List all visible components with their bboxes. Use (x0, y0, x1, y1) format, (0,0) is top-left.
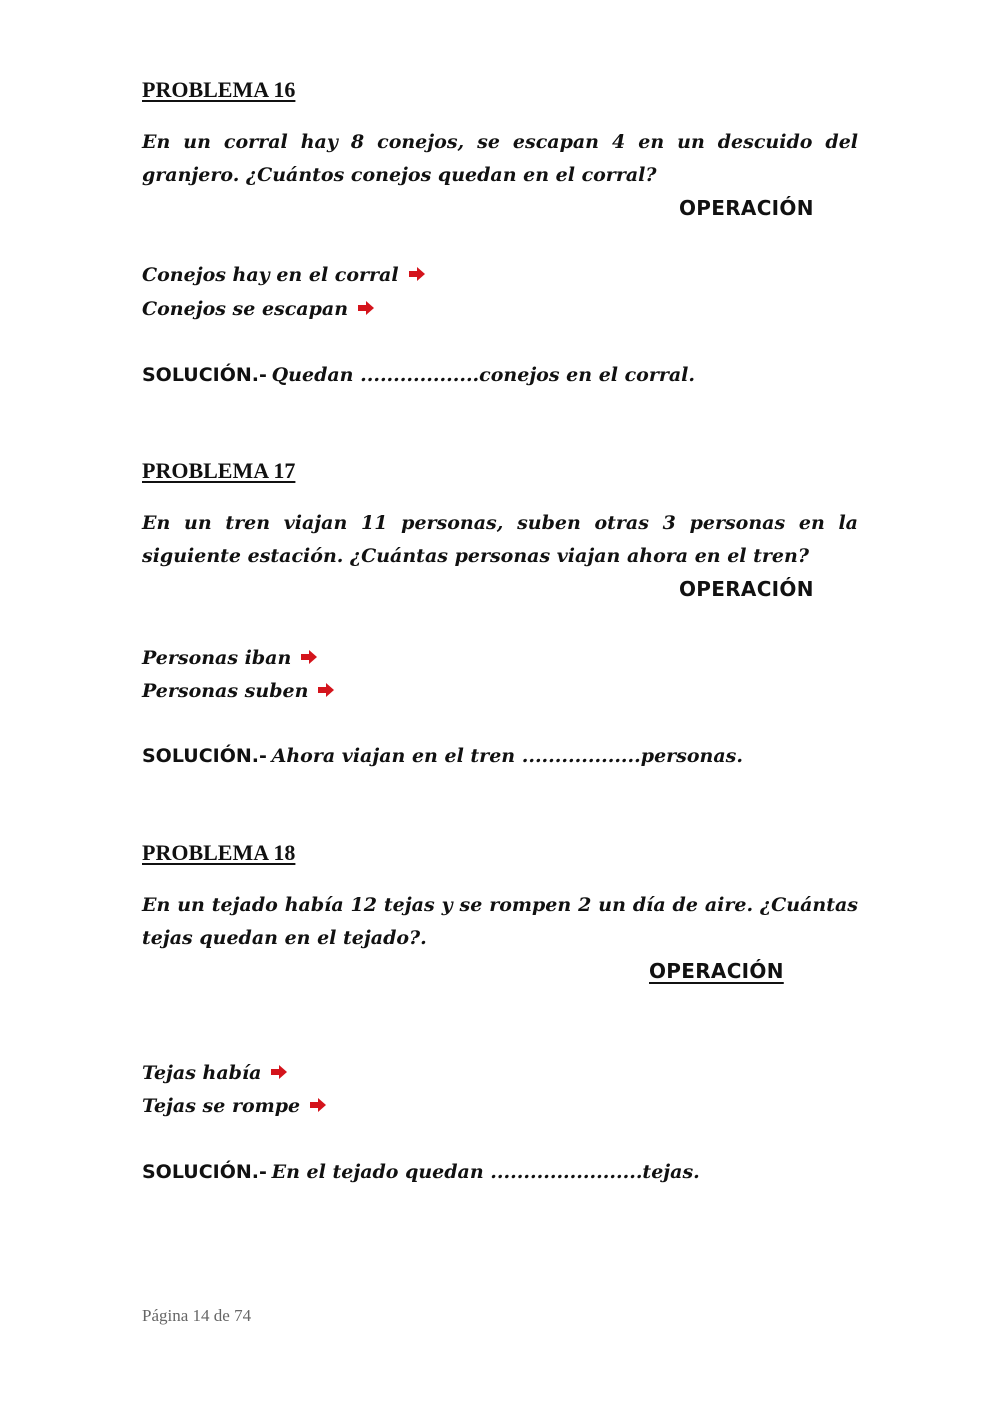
operation-label: OPERACIÓN (679, 196, 814, 220)
data-line (142, 674, 334, 708)
solution-line (142, 739, 743, 773)
problem-heading: PROBLEMA 17 (142, 458, 296, 483)
data-line-label: Tejas había (142, 1062, 262, 1084)
operation-label: OPERACIÓN (679, 577, 814, 601)
solution-line (142, 1155, 700, 1189)
page-number: Página 14 de 74 (142, 1306, 252, 1325)
problem-statement: En un tren viajan 11 personas, suben otras 3 personas en la siguiente estación. ¿Cuántas personas viajan ahora en el tren? (142, 512, 858, 567)
data-line (142, 641, 317, 675)
problem-18 (142, 835, 858, 1183)
data-line (142, 1089, 326, 1123)
problem-heading: PROBLEMA 18 (142, 840, 296, 865)
problem-heading: PROBLEMA 16 (142, 77, 296, 102)
data-line-label: Personas suben (142, 680, 309, 702)
solution-text: Quedan ..................conejos en el corral. (271, 364, 696, 386)
solution-line (142, 358, 695, 392)
data-line-label: Personas iban (142, 647, 292, 669)
data-line (142, 292, 374, 326)
data-line (142, 258, 425, 292)
right-arrow-icon (358, 301, 374, 315)
data-line-label: Tejas se rompe (142, 1095, 301, 1117)
data-line-label: Conejos se escapan (142, 298, 349, 320)
right-arrow-icon (301, 650, 317, 664)
solution-label: SOLUCIÓN.- (142, 1161, 267, 1183)
right-arrow-icon (310, 1098, 326, 1112)
right-arrow-icon (409, 267, 425, 281)
data-line (142, 1056, 287, 1090)
problem-17 (142, 453, 858, 767)
data-line-label: Conejos hay en el corral (142, 264, 399, 286)
right-arrow-icon (271, 1065, 287, 1079)
solution-label: SOLUCIÓN.- (142, 745, 267, 767)
problem-statement: En un tejado había 12 tejas y se rompen 2 un día de aire. ¿Cuántas tejas quedan en el tejado?. (142, 894, 858, 949)
right-arrow-icon (318, 683, 334, 697)
problem-16 (142, 72, 858, 386)
solution-label: SOLUCIÓN.- (142, 364, 267, 386)
operation-label: OPERACIÓN (649, 959, 784, 983)
solution-text: En el tejado quedan .......................tejas. (271, 1161, 700, 1183)
solution-text: Ahora viajan en el tren ..................personas. (271, 745, 743, 767)
problem-statement: En un corral hay 8 conejos, se escapan 4 en un descuido del granjero. ¿Cuántos conejos quedan en el corral? (142, 131, 858, 186)
